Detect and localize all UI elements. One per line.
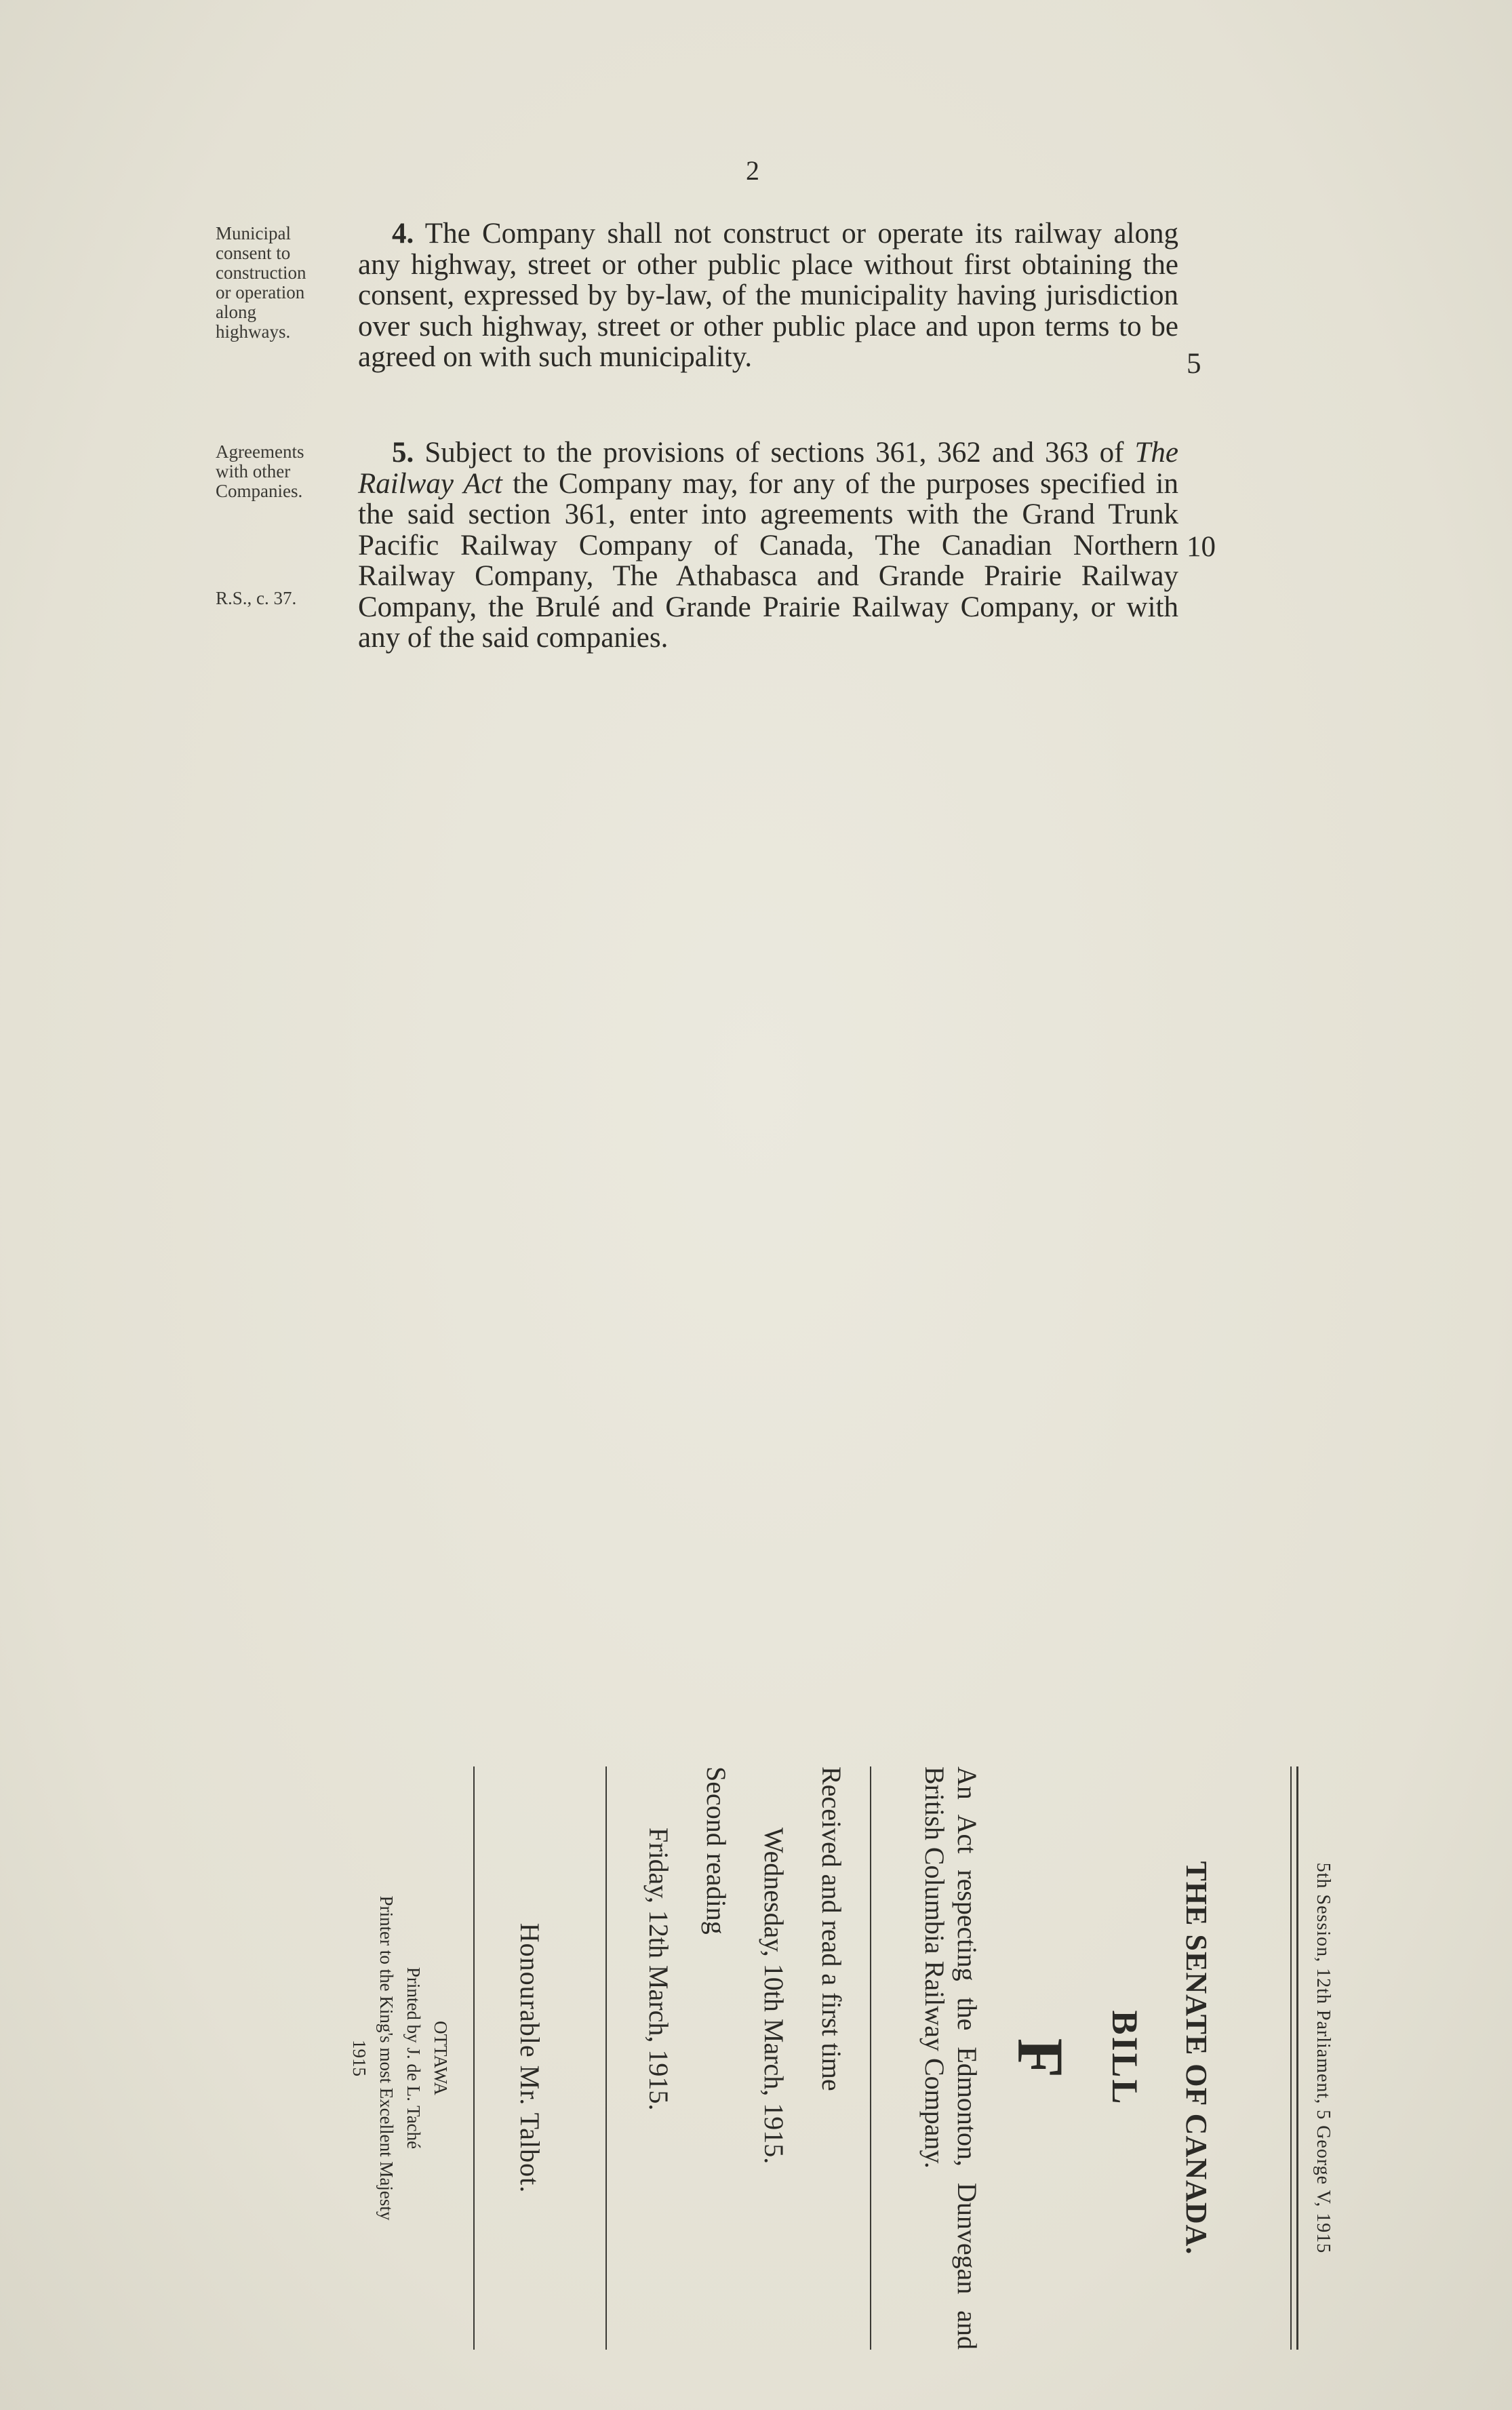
section-4-paragraph (358, 218, 1178, 373)
bill-letter: F (1004, 2038, 1077, 2078)
divider-rule (473, 1766, 475, 2350)
margin-note-municipal-consent (216, 224, 351, 342)
margin-note-line: or operation (216, 282, 305, 302)
printer-title: Printer to the King's most Excellent Majesty (376, 1895, 397, 2221)
line-number: 5 (1187, 348, 1201, 380)
margin-note-citation: R.S., c. 37. (216, 588, 297, 608)
margin-note-line: with other (216, 461, 291, 481)
bill-label: BILL (1105, 2010, 1145, 2106)
double-rule (1290, 1766, 1292, 2350)
margin-note-line: construction (216, 262, 306, 283)
sponsor: Honourable Mr. Talbot. (515, 1922, 545, 2194)
margin-note-line: along (216, 302, 256, 322)
first-reading-date: Wednesday, 10th March, 1915. (759, 1828, 789, 2165)
page-number: 2 (746, 155, 759, 186)
double-rule (1296, 1766, 1298, 2350)
section-number: 5. (392, 437, 414, 469)
session-line: 5th Session, 12th Parliament, 5 George V, 1915 (1313, 1862, 1334, 2254)
section-number: 4. (392, 218, 414, 250)
margin-note-agreements (216, 442, 351, 501)
second-reading-date: Friday, 12th March, 1915. (643, 1828, 674, 2111)
margin-note-line: Municipal (216, 223, 291, 243)
act-title: The Railway Act (358, 437, 1179, 500)
house-name: THE SENATE OF CANADA. (1180, 1861, 1213, 2255)
bill-endorsement (68, 1766, 1346, 2350)
margin-note-line: highways. (216, 321, 291, 342)
second-reading-label: Second reading (701, 1766, 732, 1935)
section-text: the Company may, for any of the purposes specified in the said section 361, enter into agreements with the Grand Trunk Pacific Railway Company of Canada, The Canadian Northern Railway Company, The Athabasca and Grande Prairie Railway Company, the Brulé and Grande Prairie Railway Company, or with any of the said companies. (358, 467, 1178, 654)
printer-place: OTTAWA (431, 2021, 451, 2095)
first-reading-label: Received and read a first time (816, 1766, 847, 2091)
section-text: The Company shall not construct or operate its railway along any highway, street or other public place without first obtaining the consent, expressed by by-law, of the municipality having jurisdiction over such highway, street or other public place and upon terms to be agreed on with such municipality. (358, 218, 1178, 373)
divider-rule (870, 1766, 871, 2350)
printer-name: Printed by J. de L. Taché (403, 1967, 424, 2150)
bill-title: An Act respecting the Edmonton, Dunvegan and British Columbia Railway Company. (919, 1766, 982, 2350)
divider-rule (605, 1766, 607, 2350)
section-5-paragraph (358, 437, 1178, 654)
margin-note-line: Agreements (216, 441, 304, 462)
line-number: 10 (1187, 531, 1216, 563)
print-year: 1915 (349, 2040, 370, 2076)
margin-note-line: Companies. (216, 481, 303, 501)
section-text: Subject to the provisions of sections 361, 362 and 363 of (424, 437, 1135, 469)
margin-note-line: consent to (216, 243, 291, 263)
